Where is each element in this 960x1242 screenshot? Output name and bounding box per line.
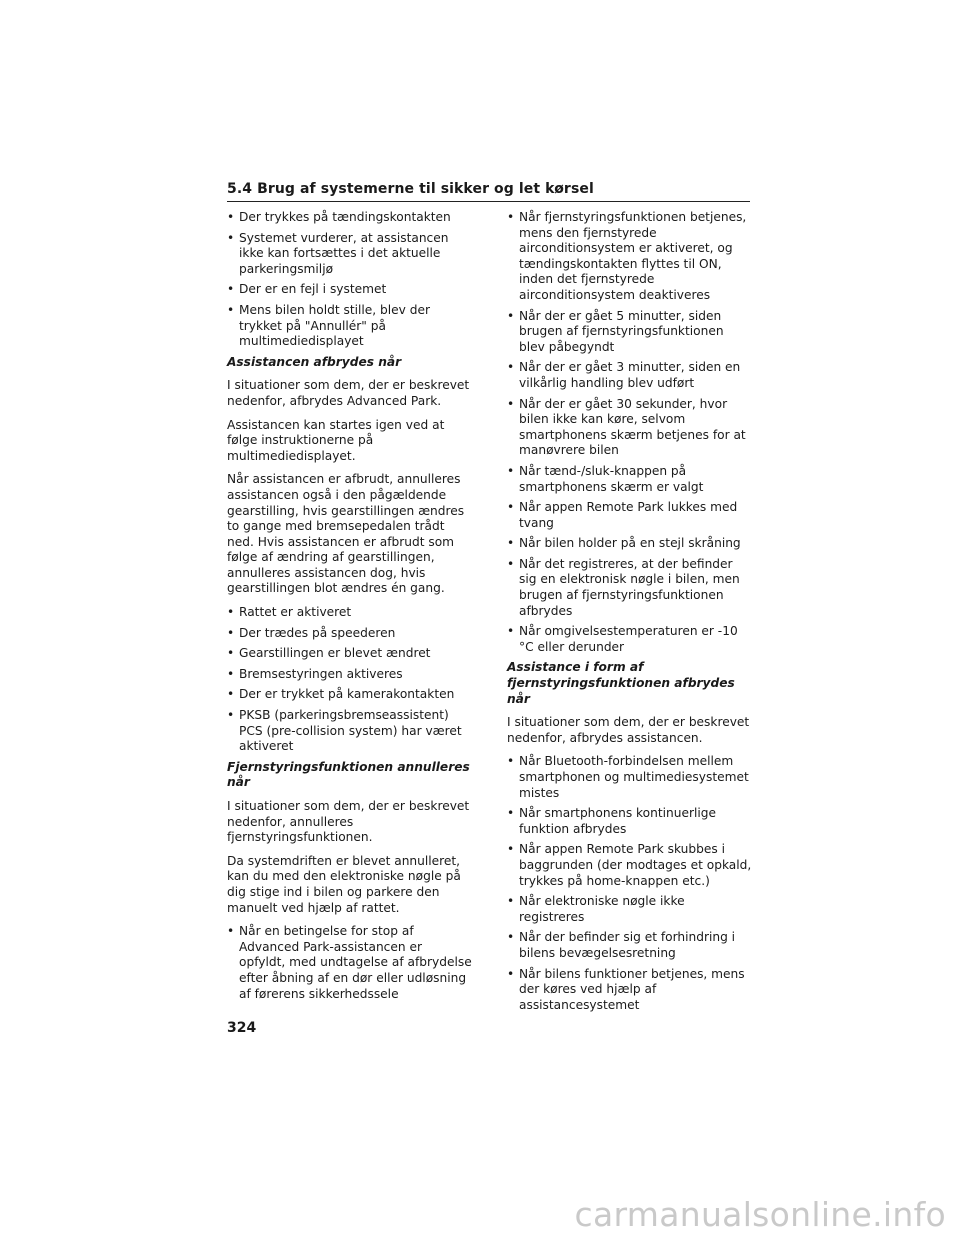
paragraph: Assistancen kan startes igen ved at følge instruktionerne på multimediedisplayet. bbox=[227, 417, 445, 463]
bullet-item: • Når der befinder sig et forhindring i bilens bevægelsesretning bbox=[507, 930, 752, 961]
right-column bbox=[507, 210, 752, 1018]
bullet-item: • Når Bluetooth-forbindelsen mellem smartphonen og multimediesystemet mistes bbox=[507, 754, 752, 801]
paragraph: I situationer som dem, der er beskrevet nedenfor, afbrydes assistancen. bbox=[507, 715, 750, 745]
page-number: 324 bbox=[227, 1020, 257, 1036]
bullet-item: • Når appen Remote Park skubbes i baggrunden (der modtages et opkald, trykkes på home-knappen etc.) bbox=[507, 842, 752, 889]
section-title: 5.4 Brug af systemerne til sikker og let kørsel bbox=[227, 181, 594, 197]
paragraph: I situationer som dem, der er beskrevet nedenfor, afbrydes Advanced Park. bbox=[227, 378, 470, 408]
watermark: carmanualsonline.info bbox=[574, 1195, 946, 1234]
bullet-item: • Når det registreres, at der befinder sig en elektronisk nøgle i bilen, men brugen af fjernstyringsfunktionen afbrydes bbox=[507, 557, 752, 619]
bullet-item: • Når tænd-/sluk-knappen på smartphonens skærm er valgt bbox=[507, 464, 752, 495]
bullet-item: • PKSB (parkeringsbremseassistent) PCS (pre-collision system) har været aktiveret bbox=[227, 708, 472, 755]
bullet-item: • Når smartphonens kontinuerlige funktion afbrydes bbox=[507, 806, 752, 837]
subheading: Assistancen afbrydes når bbox=[227, 354, 402, 369]
left-column bbox=[227, 210, 472, 1007]
subheading: Assistance i form af fjernstyringsfunktionen afbrydes når bbox=[507, 660, 735, 706]
bullet-item: • Der trykkes på tændingskontakten bbox=[227, 210, 472, 226]
bullet-item: • Gearstillingen er blevet ændret bbox=[227, 646, 472, 662]
bullet-item: • Når der er gået 5 minutter, siden brugen af fjernstyringsfunktionen blev påbegyndt bbox=[507, 309, 752, 356]
bullet-item: • Når bilen holder på en stejl skråning bbox=[507, 536, 752, 552]
subheading: Fjernstyringsfunktionen annulleres når bbox=[227, 759, 470, 790]
bullet-item: • Når en betingelse for stop af Advanced Park-assistancen er opfyldt, med undtagelse af afbrydelse efter åbning af en dør eller udløsning af førerens sikkerhedssele bbox=[227, 924, 472, 1002]
bullet-item: • Systemet vurderer, at assistancen ikke kan fortsættes i det aktuelle parkeringsmiljø bbox=[227, 231, 472, 278]
bullet-item: • Når fjernstyringsfunktionen betjenes, mens den fjernstyrede airconditionsystem er aktiveret, og tændingskontakten flyttes til ON, inden det fjernstyrede airconditionsystem deaktiveres bbox=[507, 210, 752, 304]
section-header bbox=[227, 178, 750, 202]
bullet-item: • Når omgivelsestemperaturen er -10 °C eller derunder bbox=[507, 624, 752, 655]
bullet-item: • Der trædes på speederen bbox=[227, 626, 472, 642]
bullet-item: • Bremsestyringen aktiveres bbox=[227, 667, 472, 683]
bullet-item: • Når der er gået 3 minutter, siden en vilkårlig handling blev udført bbox=[507, 360, 752, 391]
bullet-item: • Når appen Remote Park lukkes med tvang bbox=[507, 500, 752, 531]
bullet-item: • Der er trykket på kamerakontakten bbox=[227, 687, 472, 703]
bullet-item: • Når elektroniske nøgle ikke registreres bbox=[507, 894, 752, 925]
bullet-item: • Mens bilen holdt stille, blev der trykket på "Annullér" på multimediedisplayet bbox=[227, 303, 472, 350]
bullet-item: • Når der er gået 30 sekunder, hvor bilen ikke kan køre, selvom smartphonens skærm betjenes for at manøvrere bilen bbox=[507, 397, 752, 459]
paragraph: Da systemdriften er blevet annulleret, kan du med den elektroniske nøgle på dig stige ind i bilen og parkere den manuelt ved hjælp af rattet. bbox=[227, 853, 461, 915]
bullet-item: • Når bilens funktioner betjenes, mens der køres ved hjælp af assistancesystemet bbox=[507, 967, 752, 1014]
paragraph: I situationer som dem, der er beskrevet nedenfor, annulleres fjernstyringsfunktionen. bbox=[227, 799, 470, 845]
bullet-item: • Der er en fejl i systemet bbox=[227, 282, 472, 298]
paragraph: Når assistancen er afbrudt, annulleres assistancen også i den pågældende gearstilling, hvis gearstillingen ændres to gange med bremsepedalen trådt ned. Hvis assistancen er afbrudt som følge af ændring af gearstillingen, annulleres assistancen dog, hvis gearstillingen blot ændres én gang. bbox=[227, 472, 465, 596]
bullet-item: • Rattet er aktiveret bbox=[227, 605, 472, 621]
